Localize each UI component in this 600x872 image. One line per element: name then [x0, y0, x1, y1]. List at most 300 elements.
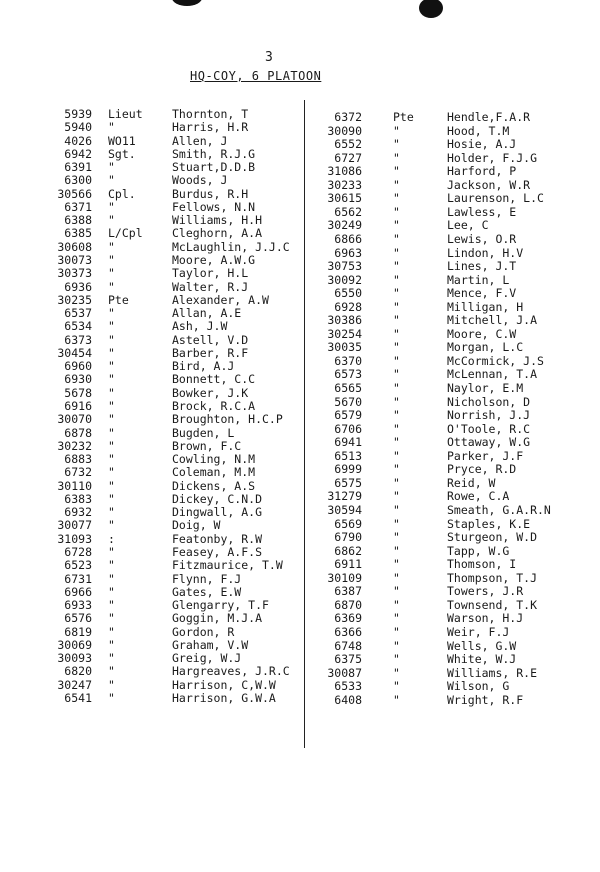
soldier-name: Featonby, R.W: [172, 531, 263, 546]
soldier-name: Nicholson, D: [447, 394, 531, 409]
rank: ": [393, 326, 400, 341]
rank: ": [108, 412, 115, 427]
service-number: 6366: [334, 624, 362, 639]
rank: ": [108, 690, 115, 705]
table-row: [0, 598, 600, 612]
service-number: 6878: [64, 425, 92, 440]
soldier-name: Astell, V.D: [172, 332, 249, 347]
table-row: [0, 530, 600, 544]
table-row: [0, 164, 600, 178]
soldier-name: Norrish, J.J: [447, 408, 531, 423]
soldier-name: Parker, J.F: [447, 448, 524, 463]
service-number: 30073: [57, 253, 92, 267]
service-number: 6731: [64, 571, 92, 586]
service-number: 30070: [57, 412, 92, 427]
soldier-name: Brown, F.C: [172, 438, 242, 453]
service-number: 6941: [334, 435, 362, 450]
service-number: 4026: [64, 133, 92, 148]
soldier-name: Hargreaves, J.R.C: [172, 664, 290, 679]
table-row: [0, 639, 600, 653]
table-row: [0, 218, 600, 232]
soldier-name: Milligan, H: [447, 299, 524, 314]
rank: ": [393, 597, 400, 612]
service-number: 6575: [334, 475, 362, 490]
service-number: 30109: [327, 570, 362, 585]
rank: ": [108, 505, 115, 520]
rank: Cpl.: [108, 186, 136, 201]
service-number: 6932: [64, 505, 92, 520]
rank: ": [393, 381, 400, 395]
rank: ": [393, 394, 400, 409]
rank: ": [393, 679, 400, 694]
rank: Pte: [393, 110, 414, 124]
rank: ": [393, 462, 400, 477]
soldier-name: Staples, K.E: [447, 516, 531, 531]
service-number: 6372: [334, 110, 362, 124]
rank: ": [108, 385, 115, 400]
soldier-name: Feasey, A.F.S: [172, 544, 263, 559]
rank: ": [108, 584, 115, 599]
service-number: 6383: [64, 491, 92, 506]
rank: ": [393, 516, 400, 531]
soldier-name: Harris, H.R: [172, 120, 249, 135]
service-number: 6819: [64, 624, 92, 639]
rank: ": [393, 204, 400, 219]
service-number: 31279: [327, 489, 362, 504]
rank: ": [393, 475, 400, 490]
rank: ": [393, 259, 400, 274]
soldier-name: Lee, C: [447, 218, 489, 233]
rank: ": [393, 543, 400, 558]
service-number: 30233: [327, 177, 362, 192]
service-number: 6728: [64, 544, 92, 559]
rank: ": [108, 452, 115, 466]
table-row: [0, 286, 600, 300]
soldier-name: Mitchell, J.A: [447, 313, 538, 328]
soldier-name: Gordon, R: [172, 624, 235, 639]
rank: ": [108, 359, 115, 374]
soldier-name: Weir, F.J: [447, 624, 510, 639]
table-row: [0, 571, 600, 585]
soldier-name: Dickens, A.S: [172, 478, 256, 493]
table-row: [0, 367, 600, 381]
service-number: 30035: [327, 340, 362, 355]
soldier-name: Martin, L: [447, 272, 510, 287]
service-number: 6866: [334, 231, 362, 246]
service-number: 6550: [334, 286, 362, 301]
service-number: 6933: [64, 598, 92, 612]
table-row: [0, 340, 600, 354]
soldier-name: Broughton, H.C.P: [172, 412, 283, 427]
service-number: 6960: [64, 359, 92, 374]
rank: ": [393, 150, 400, 165]
rank: ": [393, 231, 400, 246]
ink-blot: [172, 0, 202, 6]
service-number: 30615: [327, 191, 362, 206]
soldier-name: Woods, J: [172, 173, 228, 188]
soldier-name: White, W.J: [447, 652, 517, 666]
service-number: 6963: [334, 245, 362, 260]
service-number: 5678: [64, 385, 92, 400]
table-row: [0, 124, 600, 138]
soldier-name: Sturgeon, W.D: [447, 530, 538, 544]
rank: ": [108, 598, 115, 612]
service-number: 30753: [327, 259, 362, 274]
service-number: 6565: [334, 381, 362, 395]
table-row: [0, 232, 600, 246]
soldier-name: Greig, W.J: [172, 651, 242, 666]
soldier-name: Hosie, A.J: [447, 137, 517, 152]
soldier-name: Fellows, N.N: [172, 199, 256, 214]
soldier-name: Thornton, T: [172, 107, 249, 121]
rank: ": [108, 239, 115, 254]
soldier-name: Harford, P: [447, 164, 517, 179]
table-row: [0, 137, 600, 151]
rank: ": [108, 319, 115, 334]
table-row: [0, 327, 600, 341]
soldier-name: Taylor, H.L: [172, 266, 249, 281]
rank: ": [393, 611, 400, 626]
service-number: 6385: [64, 226, 92, 241]
soldier-name: Bird, A.J: [172, 359, 235, 374]
service-number: 6369: [334, 611, 362, 626]
table-row: [0, 625, 600, 639]
service-number: 6375: [334, 652, 362, 666]
rank: ": [108, 518, 115, 533]
service-number: 6748: [334, 638, 362, 653]
soldier-name: Walter, R.J: [172, 279, 249, 294]
rank: ": [393, 408, 400, 423]
service-number: 30566: [57, 186, 92, 201]
service-number: 6562: [334, 204, 362, 219]
soldier-name: Barber, R.F: [172, 345, 249, 360]
soldier-name: Bugden, L: [172, 425, 235, 440]
service-number: 6732: [64, 465, 92, 480]
rank: ": [393, 652, 400, 666]
soldier-name: Bonnett, C.C: [172, 372, 256, 387]
rank: ": [393, 340, 400, 355]
service-number: 30454: [57, 345, 92, 360]
service-number: 30254: [327, 326, 362, 341]
rank: ": [393, 272, 400, 287]
service-number: 30090: [327, 123, 362, 138]
service-number: 6916: [64, 398, 92, 413]
soldier-name: Alexander, A.W: [172, 292, 269, 307]
rank: Sgt.: [108, 146, 136, 161]
rank: ": [108, 345, 115, 360]
table-row: [0, 110, 600, 124]
service-number: 6533: [334, 679, 362, 694]
soldier-name: McLaughlin, J.J.C: [172, 239, 290, 254]
service-number: 30092: [327, 272, 362, 287]
soldier-name: Cowling, N.M: [172, 452, 256, 466]
soldier-name: Laurenson, L.C: [447, 191, 544, 206]
rank: WO11: [108, 133, 136, 148]
soldier-name: McCormick, J.S: [447, 353, 544, 368]
service-number: 6883: [64, 452, 92, 466]
rank: Pte: [108, 292, 129, 307]
rank: ": [393, 299, 400, 314]
service-number: 6706: [334, 421, 362, 436]
service-number: 6936: [64, 279, 92, 294]
soldier-name: Graham, V.W: [172, 637, 249, 652]
table-row: [0, 557, 600, 571]
rank: ": [108, 651, 115, 666]
soldier-name: Wright, R.F: [447, 692, 524, 707]
table-row: [0, 652, 600, 666]
rank: ": [393, 489, 400, 504]
service-number: 6576: [64, 611, 92, 626]
soldier-name: Thomson, I: [447, 557, 517, 572]
soldier-name: Williams, R.E: [447, 665, 538, 680]
service-number: 31093: [57, 531, 92, 546]
service-number: 30069: [57, 637, 92, 652]
rank: ": [108, 465, 115, 480]
table-row: [0, 422, 600, 436]
rank: ": [393, 557, 400, 572]
rank: ": [108, 677, 115, 692]
rank: ": [108, 611, 115, 626]
soldier-name: Wilson, G: [447, 679, 510, 694]
table-row: [0, 503, 600, 520]
soldier-name: Ottaway, W.G: [447, 435, 531, 450]
service-number: 6966: [64, 584, 92, 599]
service-number: 30232: [57, 438, 92, 453]
soldier-name: Thompson, T.J: [447, 570, 538, 585]
rank: ": [108, 253, 115, 267]
service-number: 6573: [334, 367, 362, 382]
soldier-name: Moore, A.W.G: [172, 253, 256, 267]
rank: ": [393, 123, 400, 138]
soldier-name: Rowe, C.A: [447, 489, 510, 504]
soldier-name: Fitzmaurice, T.W: [172, 558, 283, 573]
soldier-name: Allan, A.E: [172, 306, 242, 320]
soldier-name: Lawless, E: [447, 204, 517, 219]
service-number: 6579: [334, 408, 362, 423]
rank: ": [393, 435, 400, 450]
table-row: [0, 462, 600, 476]
service-number: 30235: [57, 292, 92, 307]
soldier-name: Gates, E.W: [172, 584, 242, 599]
soldier-name: McLennan, T.A: [447, 367, 538, 382]
service-number: 30247: [57, 677, 92, 692]
rank: ": [108, 372, 115, 387]
rank: ": [393, 286, 400, 301]
service-number: 6999: [334, 462, 362, 477]
rank: ": [393, 421, 400, 436]
table-row: [0, 395, 600, 409]
soldier-name: Lines, J.T: [447, 259, 517, 274]
table-row: [0, 679, 600, 693]
rank: Lieut: [108, 107, 143, 121]
soldier-name: Doig, W: [172, 518, 221, 533]
rank: ": [108, 664, 115, 679]
service-number: 30249: [327, 218, 362, 233]
table-row: [0, 584, 600, 598]
service-number: 6928: [334, 299, 362, 314]
rank: ": [393, 530, 400, 544]
service-number: 6391: [64, 160, 92, 175]
table-row: [0, 666, 600, 680]
service-number: 6388: [64, 213, 92, 228]
rank: ": [108, 199, 115, 214]
table-row: [0, 246, 600, 260]
service-number: 6552: [334, 137, 362, 152]
rank: ": [108, 571, 115, 586]
soldier-name: Ash, J.W: [172, 319, 228, 334]
rank: ": [393, 313, 400, 328]
rank: ": [108, 478, 115, 493]
rank: ": [393, 164, 400, 179]
soldier-name: Burdus, R.H: [172, 186, 249, 201]
rank: ": [393, 503, 400, 517]
soldier-name: Reid, W: [447, 475, 496, 490]
rank: ": [108, 624, 115, 639]
service-number: 6942: [64, 146, 92, 161]
soldier-name: Mence, F.V: [447, 286, 517, 301]
rank: ": [393, 218, 400, 233]
rank: :: [108, 531, 115, 546]
service-number: 6534: [64, 319, 92, 334]
service-number: 30110: [57, 478, 92, 493]
service-number: 6911: [334, 557, 362, 572]
soldier-name: Tapp, W.G: [447, 543, 510, 558]
soldier-name: Glengarry, T.F: [172, 598, 269, 612]
soldier-name: Stuart,D.D.B: [172, 160, 256, 175]
service-number: 6930: [64, 372, 92, 387]
soldier-name: Allen, J: [172, 133, 228, 148]
soldier-name: Moore, C.W: [447, 326, 517, 341]
table-row: [0, 151, 600, 165]
table-row: [0, 191, 600, 205]
rank: ": [108, 332, 115, 347]
table-row: [0, 690, 600, 707]
soldier-name: Wells, G.W: [447, 638, 517, 653]
service-number: 30093: [57, 651, 92, 666]
table-row: [0, 300, 600, 314]
service-number: 6387: [334, 584, 362, 599]
service-number: 6523: [64, 558, 92, 573]
soldier-name: Brock, R.C.A: [172, 398, 256, 413]
rank: ": [393, 692, 400, 707]
table-row: [0, 489, 600, 503]
soldier-name: O'Toole, R.C: [447, 421, 531, 436]
soldier-name: Jackson, W.R: [447, 177, 531, 192]
service-number: 30373: [57, 266, 92, 281]
soldier-name: Cleghorn, A.A: [172, 226, 263, 241]
table-row: [0, 517, 600, 531]
table-row: [0, 476, 600, 490]
rank: ": [108, 544, 115, 559]
service-number: 6870: [334, 597, 362, 612]
soldier-name: Pryce, R.D: [447, 462, 517, 477]
rank: ": [393, 191, 400, 206]
rank: ": [393, 367, 400, 382]
service-number: 6300: [64, 173, 92, 188]
rank: ": [108, 213, 115, 228]
rank: ": [393, 353, 400, 368]
table-row: [0, 408, 600, 422]
table-row: [0, 354, 600, 368]
soldier-name: Holder, F.J.G: [447, 150, 538, 165]
page-number: 3: [265, 50, 273, 65]
service-number: 6569: [334, 516, 362, 531]
table-row: [0, 611, 600, 625]
rank: ": [393, 570, 400, 585]
service-number: 5940: [64, 120, 92, 135]
service-number: 6541: [64, 690, 92, 705]
rank: ": [393, 584, 400, 599]
soldier-name: Morgan, L.C: [447, 340, 524, 355]
service-number: 6373: [64, 332, 92, 347]
rank: ": [108, 279, 115, 294]
soldier-name: Smith, R.J.G: [172, 146, 256, 161]
rank: ": [393, 638, 400, 653]
rank: ": [393, 624, 400, 639]
rank: ": [108, 160, 115, 175]
soldier-name: Harrison, C,W.W: [172, 677, 276, 692]
table-row: [0, 313, 600, 327]
rank: ": [108, 120, 115, 135]
soldier-name: Dickey, C.N.D: [172, 491, 263, 506]
service-number: 30608: [57, 239, 92, 254]
soldier-name: Flynn, F.J: [172, 571, 242, 586]
rank: ": [108, 266, 115, 281]
table-row: [0, 273, 600, 287]
soldier-name: Naylor, E.M: [447, 381, 524, 395]
soldier-name: Lewis, O.R: [447, 231, 517, 246]
service-number: 6371: [64, 199, 92, 214]
soldier-name: Warson, H.J: [447, 611, 524, 626]
soldier-name: Coleman, M.M: [172, 465, 256, 480]
service-number: 30594: [327, 503, 362, 517]
service-number: 6537: [64, 306, 92, 320]
table-row: [0, 449, 600, 463]
rank: ": [393, 448, 400, 463]
soldier-name: Hood, T.M: [447, 123, 510, 138]
table-row: [0, 381, 600, 395]
rank: ": [108, 306, 115, 320]
service-number: 6370: [334, 353, 362, 368]
service-number: 5670: [334, 394, 362, 409]
soldier-name: Harrison, G.W.A: [172, 690, 276, 705]
service-number: 6820: [64, 664, 92, 679]
rank: L/Cpl: [108, 226, 143, 241]
rank: ": [108, 173, 115, 188]
table-row: [0, 205, 600, 219]
soldier-name: Hendle,F.A.R: [447, 110, 531, 124]
soldier-name: Williams, H.H: [172, 213, 263, 228]
rank: ": [393, 177, 400, 192]
rank: ": [393, 245, 400, 260]
soldier-name: Towers, J.R: [447, 584, 524, 599]
soldier-name: Dingwall, A.G: [172, 505, 263, 520]
rank: ": [393, 137, 400, 152]
service-number: 30087: [327, 665, 362, 680]
ink-blot: [419, 0, 443, 18]
rank: ": [108, 558, 115, 573]
rank: ": [108, 438, 115, 453]
rank: ": [108, 425, 115, 440]
soldier-name: Lindon, H.V: [447, 245, 524, 260]
service-number: 6790: [334, 530, 362, 544]
rank: ": [108, 637, 115, 652]
rank: ": [393, 665, 400, 680]
service-number: 30386: [327, 313, 362, 328]
service-number: 6408: [334, 692, 362, 707]
service-number: 5939: [64, 107, 92, 121]
soldier-name: Goggin, M.J.A: [172, 611, 263, 626]
